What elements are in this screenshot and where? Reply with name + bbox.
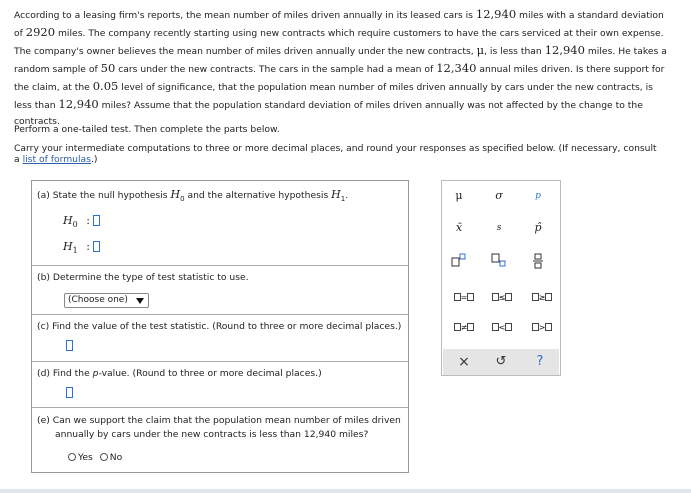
chevron-down-icon bbox=[136, 298, 144, 304]
undo-button[interactable] bbox=[490, 353, 512, 371]
part-e-label: (e) Can we support the claim that the population mean number of miles driven annually by cars under the new contracts is less than 12,940 miles? bbox=[37, 415, 401, 440]
part-e bbox=[32, 407, 408, 474]
p-value-input[interactable] bbox=[66, 387, 73, 398]
problem-line-2: of 2920 miles. The company recently starting using new contracts which require customers to have the cars serviced at their own expense. bbox=[14, 25, 664, 39]
part-d-label: (d) Find the p-value. (Round to three or more decimal places.) bbox=[37, 368, 322, 379]
less-equal-button[interactable]: ≤ bbox=[488, 289, 516, 307]
problem-line-7: contracts. bbox=[14, 116, 60, 127]
not-equal-button[interactable]: ≠ bbox=[450, 319, 478, 337]
null-hypothesis-input[interactable] bbox=[93, 215, 100, 226]
problem-line-6: less than 12,940 miles? Assume that the population standard deviation of miles driven annually was not affected by the change to the bbox=[14, 97, 643, 111]
problem-line-5: the claim, at the 0.05 level of significance, that the population mean number of miles driven annually by cars under the new contracts, is bbox=[14, 79, 653, 93]
undo-icon: ↺ bbox=[495, 354, 507, 369]
symbol-palette bbox=[441, 180, 561, 376]
part-b bbox=[32, 265, 408, 315]
yes-radio[interactable]: Yes bbox=[68, 452, 93, 463]
phat-button[interactable]: p̂ bbox=[534, 221, 542, 234]
part-a bbox=[32, 181, 408, 265]
part-a-label: (a) State the null hypothesis $H_0$ and the alternative hypothesis $H_1$. bbox=[37, 188, 349, 203]
question-panel bbox=[31, 180, 409, 473]
fraction-template-button[interactable] bbox=[527, 253, 549, 271]
less-than-button[interactable]: < bbox=[488, 319, 516, 337]
sigma-button[interactable]: σ bbox=[495, 189, 503, 202]
problem-line-1: According to a leasing firm's reports, the mean number of miles driven annually in its leased cars is 12,940 miles with a standard deviation bbox=[14, 7, 664, 21]
test-statistic-select[interactable]: (Choose one) bbox=[64, 293, 149, 308]
part-c bbox=[32, 314, 408, 362]
no-radio[interactable]: No bbox=[100, 452, 123, 463]
formulas-link[interactable]: list of formulas bbox=[22, 154, 91, 165]
problem-line-3: The company's owner believes the mean number of miles driven annually under the new contracts, μ, is less than 12,940 miles. He takes a bbox=[14, 43, 667, 57]
close-icon: × bbox=[458, 354, 470, 370]
superscript-template-button[interactable] bbox=[448, 253, 470, 271]
xbar-button[interactable]: x̄ bbox=[455, 221, 463, 234]
problem-text bbox=[14, 6, 678, 130]
part-c-label: (c) Find the value of the test statistic. (Round to three or more decimal places.) bbox=[37, 321, 402, 332]
mu-button[interactable]: μ bbox=[455, 189, 463, 202]
clear-button[interactable] bbox=[453, 353, 475, 371]
palette-actions bbox=[443, 349, 559, 375]
p-button[interactable]: p bbox=[535, 191, 541, 201]
alt-hypothesis-input[interactable] bbox=[93, 241, 100, 252]
carry-instruction: Carry your intermediate computations to three or more decimal places, and round your responses as specified below. (If necessary, consult a list of formulas.) bbox=[14, 143, 657, 165]
superscript-icon bbox=[451, 253, 467, 267]
support-claim-options bbox=[68, 452, 122, 463]
help-icon: ? bbox=[536, 354, 544, 369]
fraction-icon bbox=[532, 253, 544, 269]
help-button[interactable] bbox=[529, 353, 551, 371]
subscript-icon bbox=[491, 253, 507, 267]
greater-than-button[interactable]: > bbox=[528, 319, 556, 337]
greater-equal-button[interactable]: ≥ bbox=[528, 289, 556, 307]
radio-circle-icon bbox=[100, 453, 108, 461]
s-button[interactable]: s bbox=[496, 223, 502, 233]
part-d bbox=[32, 361, 408, 408]
equals-button[interactable]: = bbox=[450, 289, 478, 307]
problem-line-4: random sample of 50 cars under the new contracts. The cars in the sample had a mean of 12,340 annual miles driven. Is there support for bbox=[14, 61, 665, 75]
test-statistic-input[interactable] bbox=[66, 340, 73, 351]
perform-instruction: Perform a one-tailed test. Then complete the parts below. bbox=[14, 124, 280, 135]
radio-circle-icon bbox=[68, 453, 76, 461]
part-b-label: (b) Determine the type of test statistic to use. bbox=[37, 272, 249, 283]
subscript-template-button[interactable] bbox=[488, 253, 510, 271]
bottom-divider bbox=[0, 489, 691, 493]
null-hypothesis-row: $H_0$ : bbox=[63, 214, 100, 229]
alt-hypothesis-row: $H_1$ : bbox=[63, 240, 100, 255]
